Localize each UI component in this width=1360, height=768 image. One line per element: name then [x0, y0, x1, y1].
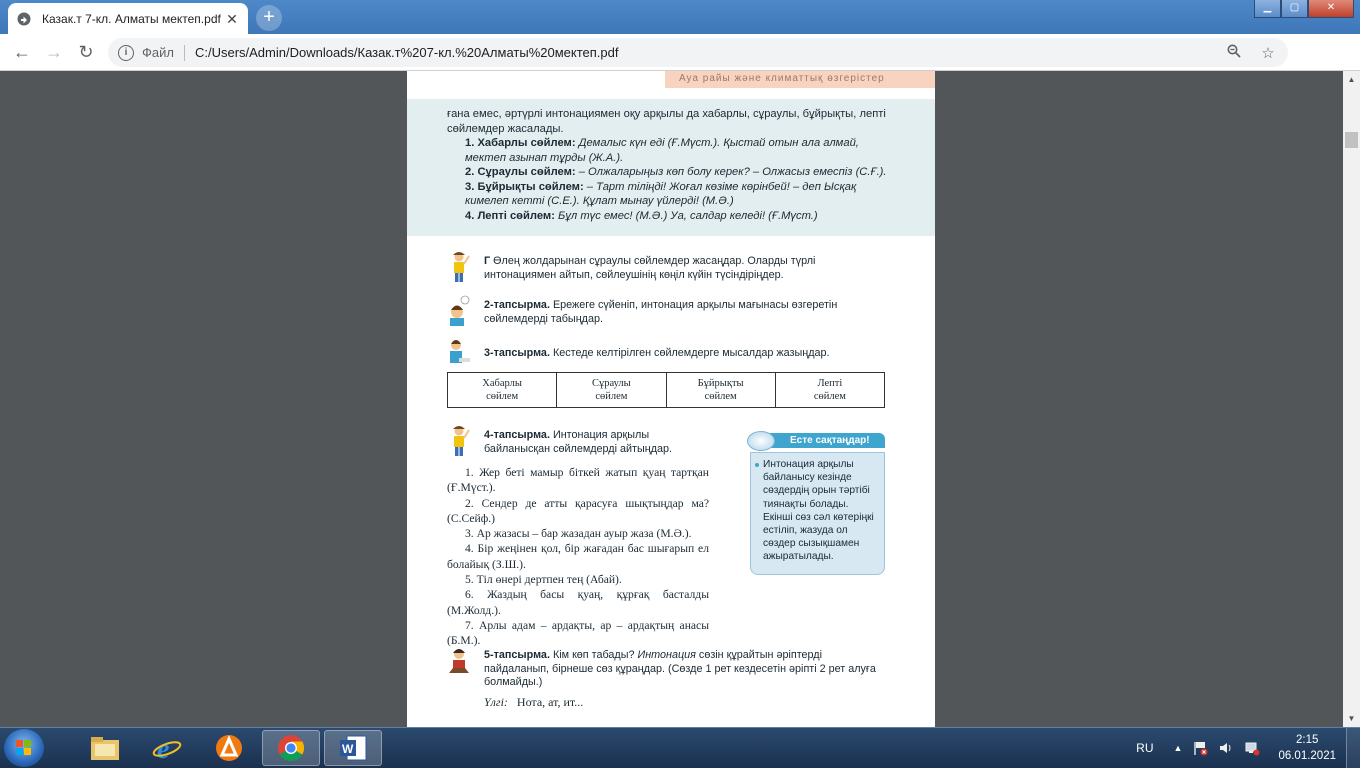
list-item: 1. Жер беті мамыр біткей жатып қуаң тартқан (Ғ.Мүст.).: [447, 466, 709, 495]
note-body: [750, 452, 885, 575]
show-desktop-button[interactable]: [1346, 728, 1360, 768]
flag-icon[interactable]: [1192, 740, 1208, 756]
table-header-cell: Сұраулы сөйлем: [557, 373, 666, 407]
pdf-page: [407, 71, 935, 727]
note-bubble-icon: [747, 431, 775, 451]
task-4-label: 4-тапсырма.: [484, 429, 550, 441]
window-close-button[interactable]: ✕: [1308, 0, 1354, 18]
rule-intro: ғана емес, әртүрлі интонациямен оқу арқылы да хабарлы, сұраулы, бұйрықты, лепті сөйлемдер жасалады.: [447, 108, 886, 135]
info-icon[interactable]: i: [118, 45, 134, 61]
scroll-up-icon[interactable]: ▲: [1347, 75, 1356, 84]
task-g: Г Өлең жолдарынан сұраулы сөйлемдер жасаңдар. Оларды түрлі интонациямен айтып, сөйлеушінің көңіл күйін түсіндіріңдер.: [484, 255, 816, 281]
show-hidden-icons-button[interactable]: ▲: [1173, 743, 1183, 753]
start-button[interactable]: [4, 729, 44, 767]
clock-date: 06.01.2021: [1278, 750, 1336, 762]
maximize-button[interactable]: ▢: [1281, 0, 1308, 18]
student-pointing-icon: [447, 425, 471, 457]
chrome-icon[interactable]: [262, 730, 320, 766]
task-3-label: 3-тапсырма.: [484, 347, 550, 359]
bookmark-star-icon[interactable]: ☆: [1261, 44, 1275, 62]
list-item: 3. Ар жазасы – бар жазадан ауыр жаза (М.Ә.).: [465, 527, 692, 541]
sample-line: [484, 695, 583, 710]
note-title: Есте сақтаңдар!: [768, 433, 885, 448]
system-tray: [1136, 728, 1336, 768]
avast-icon[interactable]: [200, 730, 258, 766]
examples-list: [447, 465, 709, 649]
list-item: 2. Сендер де атты қарасуға шықтыңдар ма? (С.Сейф.): [447, 496, 709, 525]
forward-button[interactable]: →: [45, 42, 63, 62]
task-3: 3-тапсырма. Кестеде келтірілген сөйлемдерге мысалдар жазыңдар.: [484, 347, 830, 359]
tab-title: Казак.т 7-кл. Алматы мектеп.pdf: [42, 11, 221, 26]
back-button[interactable]: ←: [13, 42, 31, 62]
sentence-types-table: [447, 372, 885, 408]
student-pointing-icon: [447, 251, 471, 283]
task-5-label: 5-тапсырма.: [484, 649, 550, 661]
reload-button[interactable]: ↻: [78, 42, 94, 62]
rule-item-3: 3. Бұйрықты сөйлем: – Тарт тіліңді! Жоғал көзіме көрінбей! – деп Ысқақ кимелеп кетті (С.Е.). Құлат мынау үйлерді! (М.Ә.): [465, 180, 857, 207]
window-controls: [1254, 0, 1354, 18]
address-bar[interactable]: [108, 38, 1288, 67]
windows-taskbar: [0, 727, 1360, 768]
task-g-label: Г: [484, 255, 491, 267]
rule-box: [407, 99, 935, 236]
scheme-label: Файл: [142, 45, 174, 60]
list-item: 6. Жаздың басы қуаң, құрғақ басталды (М.Жолд.).: [447, 588, 709, 617]
file-explorer-icon[interactable]: [76, 730, 134, 766]
sample-label: Үлгі:: [484, 695, 508, 709]
writing-student-icon: [447, 338, 471, 370]
tab-close-icon[interactable]: ✕: [226, 10, 238, 27]
running-header: Ауа райы және климаттық өзгерістер: [665, 71, 935, 88]
table-header-cell: Бұйрықты сөйлем: [667, 373, 776, 407]
bullet-icon: [755, 463, 759, 467]
browser-toolbar: [0, 34, 1360, 71]
rule-item-2: 2. Сұраулы сөйлем: – Олжаларыңыз көп болу керек? – Олжасыз емеспіз (С.Ғ.).: [465, 166, 887, 178]
thinking-student-icon: [447, 295, 471, 327]
list-item: 5. Тіл өнері дертпен тең (Абай).: [465, 573, 622, 587]
tab-strip: [0, 0, 1360, 34]
task-2: 2-тапсырма. Ережеге сүйеніп, интонация арқылы мағынасы өзгеретін сөйлемдерді табыңдар.: [484, 299, 838, 325]
note-text: Интонация арқылы байланысу кезінде сөздердің орын тәртібі тиянақты болады. Екінші сөз сәл көтеріңкі естіліп, жазуда ол сөздер сызықшамен ажыратылады.: [763, 459, 874, 563]
volume-icon[interactable]: [1218, 740, 1234, 756]
table-header-cell: Лепті сөйлем: [813, 378, 846, 402]
table-header-cell: Хабарлы сөйлем: [448, 373, 557, 407]
list-item: 7. Арлы адам – ардақты, ар – ардақтың анасы (Б.М.).: [447, 618, 709, 648]
browser-tab[interactable]: [8, 3, 248, 34]
minimize-button[interactable]: ▁: [1254, 0, 1281, 18]
address-separator: [184, 45, 185, 61]
task-5: 5-тапсырма. Кім көп табады? Интонация сөзін құрайтын әріптерді пайдаланып, бірнеше сөз құраңдар. (Сөзде 1 рет кездесетін әріпті 2 рет алуға болмайды.): [484, 649, 876, 688]
pdf-favicon-icon: [16, 11, 32, 27]
svg-text:W: W: [342, 742, 354, 756]
network-icon[interactable]: [1244, 740, 1260, 756]
task-2-label: 2-тапсырма.: [484, 299, 550, 311]
svg-text:e: e: [157, 734, 170, 763]
language-indicator[interactable]: RU: [1136, 741, 1154, 755]
pdf-viewer[interactable]: [0, 71, 1343, 727]
word-icon[interactable]: [324, 730, 382, 766]
rule-item-1: 1. Хабарлы сөйлем: Демалыс күн еді (Ғ.Мүст.). Қыстай отын ала алмай, мектеп азынап тұрды (Ж.А.).: [465, 137, 859, 164]
clock-time: 2:15: [1296, 734, 1319, 746]
internet-explorer-icon[interactable]: [138, 730, 196, 766]
zoom-icon[interactable]: [1224, 44, 1244, 62]
sample-text: Нота, ат, ит...: [516, 695, 584, 709]
clock[interactable]: [1278, 732, 1336, 764]
sitting-student-icon: [447, 647, 471, 679]
task-4: 4-тапсырма. Интонация арқылы байланысқан сөйлемдерді айтыңдар.: [484, 429, 673, 455]
url-text[interactable]: C:/Users/Admin/Downloads/Казак.т%207-кл.%20Алматы%20мектеп.pdf: [194, 45, 619, 60]
vertical-scrollbar[interactable]: [1343, 71, 1360, 727]
new-tab-button[interactable]: +: [256, 5, 282, 31]
list-item: 4. Бір жеңінен қол, бір жағадан бас шығарып ел болайық (З.Ш.).: [447, 542, 709, 571]
remember-note: [750, 431, 885, 575]
scrollbar-thumb[interactable]: [1345, 132, 1358, 148]
scroll-down-icon[interactable]: ▼: [1347, 714, 1356, 723]
rule-item-4: 4. Лепті сөйлем: Бұл түс емес! (М.Ә.) Уа, салдар келеді! (Ғ.Мүст.): [465, 209, 818, 222]
